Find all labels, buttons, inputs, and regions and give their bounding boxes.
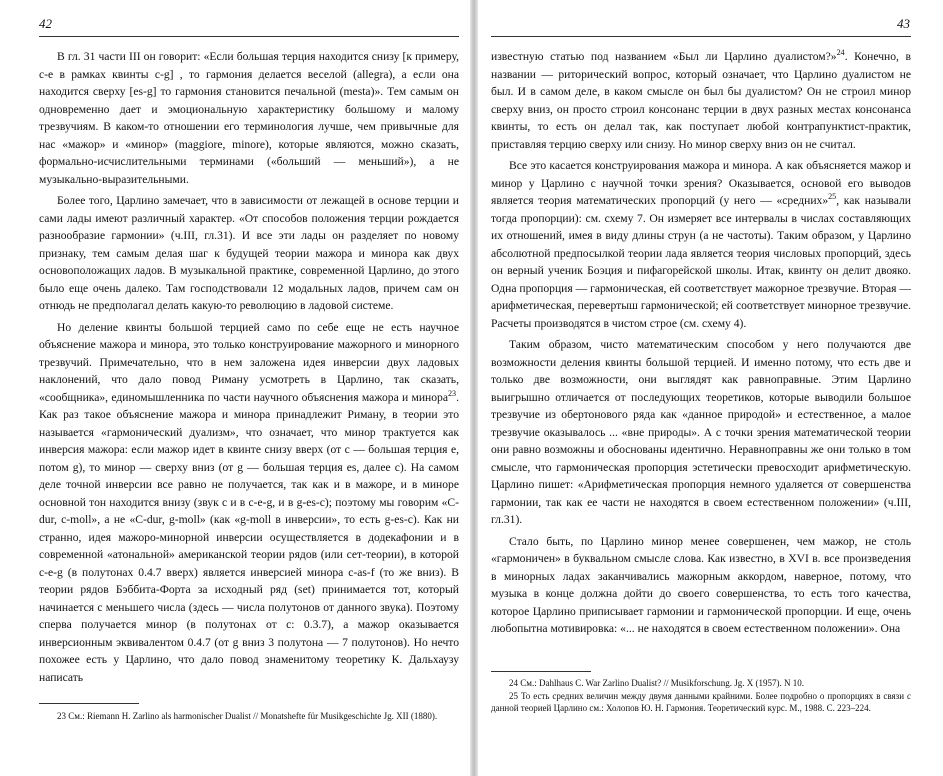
left-page	[0, 0, 470, 776]
paragraph: В гл. 31 части III он говорит: «Если большая терция находится снизу [к примеру, c-e в рамках квинты c-g] , то гармония делается веселой (allegra), а если она находится сверху [es-g] то гармония становится печальной (mesta)». Тем самым он одновременно дает и эмоциональную характеристику большому и малому трезвучиям. В каком-то отношении его терминология лучше, чем привычные для нас «мажор» и «минор» (maggiore, minore), которые являются, можно сказать, формально-исчислительными терминами («больший — меньший»), а не музыкально-выразительными.	[39, 50, 459, 186]
footnote-ref: 25	[828, 192, 837, 202]
page-number: 42	[39, 16, 52, 31]
page-number: 43	[897, 16, 910, 31]
footnotes	[39, 710, 459, 723]
paragraph: Таким образом, чисто математическим способом у него получаются две возможности деления квинты большой терцией. И именно потому, что есть две и только две возможности, они выглядят как равноправные. Этим Царлино выигрышно отличается от последующих теоретиков, которые выводили большое трезвучие из обертонового ряда как «данное природой» и естественное, а малое трезвучие оказывалось ... «вне природы». А с точки зрения математической теории они равно возможны и обоснованы идентично. Неравноправны же они только в том смысле, что гармоническая пропорция эстетически превосходит арифметическую. Царлино пишет: «Арифметическая пропорция немного удаляется от совершенства гармонии, так как ее части не находятся в своем естественном положении» (ч.III, гл.31).	[491, 338, 911, 526]
header-rule	[39, 36, 459, 37]
paragraph-text: , как называли тогда пропорции): см. схему 7. Он измеряет все интервалы в числах составляющих их отношений, имея в виду длины струн (а не частоты). Таким образом, у Царлино абсолютной предпосылкой теории лада является теория числовых пропорций, здесь он верный ученик Боэция и пифагорейской школы. Итак, квинту он делит двояко. Одна пропорция — гармоническая, ей соответствует мажорное трезвучие. Вторая — арифметическая, перевертыш гармонической; ей соответствует минорное трезвучие. Расчеты производятся в чистом строе (см. схему 4).	[491, 194, 911, 330]
paragraph	[491, 157, 911, 332]
paragraph-text: Все это касается конструирования мажора и минора. А как объясняется мажор и минор у Царлино с научной точки зрения? Оказывается, основой его выводов является теория математических пропорций (у него — «средних»	[491, 159, 911, 207]
body-text	[491, 48, 911, 642]
header-rule	[491, 36, 911, 37]
book-spine	[470, 0, 478, 776]
footnote: 23 См.: Riemann H. Zarlino als harmonischer Dualist // Monatshefte für Musikgeschichte Jg. XII (1880).	[57, 711, 438, 721]
paragraph-text: . Как раз такое объяснение мажора и минора принадлежит Риману, в теории это называется «гармонический дуализм», что означает, что минор трактуется как инверсия мажора: если мажор идет в квинте снизу вверх (от c — большая терция e, потом g), то минор — сверху вниз (от g — большая терция es, далее c). На самом деле точной инверсии все равно не получается, так как и в мажоре, и в миноре основной тон находится внизу (звук c и в c-e-g, и в g-es-c); поэтому мы говорим «C-dur, c-moll», а не «C-dur, g-moll» (как «g-moll в инверсии», то есть g-es-c). Как ни странно, идея мажоро-минорной инверсии осуществляется в додекафонии и в современной «атональной» американской теории рядов (или сет-теории), в которой c-e-g (в полутонах 0.4.7 вверх) является инверсией минора c-as-f (то же вниз). В теории рядов Бэббита-Форта за исходный ряд (set) принимается тот, который начинается с меньшего числа (здесь — числа полутонов от данного звука). Поэтому сперва получается минор (в полутонах от c: 0.3.7), а мажор оказывается инверсионным эквивалентом 0.4.7 (от g вниз 3 полутона — 7 полутонов). Но нечто похожее есть у Царлино, что дало повод знаменитому теоретику К. Дальхаузу написать	[39, 390, 459, 684]
body-text	[39, 48, 459, 690]
paragraph-text: известную статью под названием «Был ли Царлино дуалистом?»	[491, 50, 837, 63]
footnote-ref: 23	[447, 388, 457, 398]
footnotes	[491, 677, 911, 715]
paragraph	[39, 319, 459, 687]
paragraph	[491, 48, 911, 153]
paragraph-text: Но деление квинты большой терцией само по себе еще не есть научное объяснение мажора и минора, это только конструирование мажорного и минорного трезвучий. Примечательно, что в нем заложена идея инверсии двух ладовых наклонений, что дало повод Риману усмотреть в Царлино, так сказать, «сообщника», единомышленника по части научного объяснения мажора и минора	[39, 320, 459, 404]
footnote: 24 См.: Dahlhaus C. War Zarlino Dualist? // Musikforschung. Jg. X (1957). N 10.	[509, 678, 805, 688]
footnote-ref: 24	[836, 48, 845, 58]
footnote: 25 То есть средних величин между двумя данными крайними. Более подробно о пропорциях в связи с данной теорией Царлино см.: Холопов Ю. Н. Гармония. Теоретический курс. М., 1988. С. 223–224.	[491, 691, 911, 713]
paragraph-text: . Конечно, в названии — риторический вопрос, который означает, что Царлино дуалистом не был. И в самом деле, в каком смысле он был бы дуалистом? Он не строил минор сверху вниз, он просто строил консонанс терции в двух разных местах консонанса квинты, то есть он делал так, как поступает любой контрапунктист-практик, приставляя терцию сверху или снизу. Но минор сверху вниз он не считал.	[491, 50, 911, 151]
paragraph: Стало быть, по Царлино минор менее совершенен, чем мажор, не столь «гармоничен» в буквальном смысле слова. Как известно, в XVI в. все произведения в минорных ладах заканчивались мажорным аккордом, наверное, потому, что музыка в конце должна дойти до своего совершенства, то есть того качества, которое Царлино приписывает гармонии и гармонической пропорции. И еще, очень любопытна мотивировка: «... не находятся в своем естественном положении». Она	[491, 534, 911, 635]
footnote-rule	[39, 703, 139, 704]
paragraph: Более того, Царлино замечает, что в зависимости от лежащей в основе терции и сами лады имеют различный характер. «От способов положения терции рождается разнообразие гармонии» (ч.III, гл.31). И все эти лады он разделяет по новому признаку, тем самым делая шаг к будущей теории мажора и минора как двух основоположащих ладов. В музыкальной практике, современной Царлино, до этого было еще очень далеко. Там господствовали 12 модальных ладов, причем сам он отнюдь не предполагал делать какую-то революцию в ладовой системе.	[39, 194, 459, 312]
footnote-rule	[491, 671, 591, 672]
right-page	[478, 0, 943, 776]
